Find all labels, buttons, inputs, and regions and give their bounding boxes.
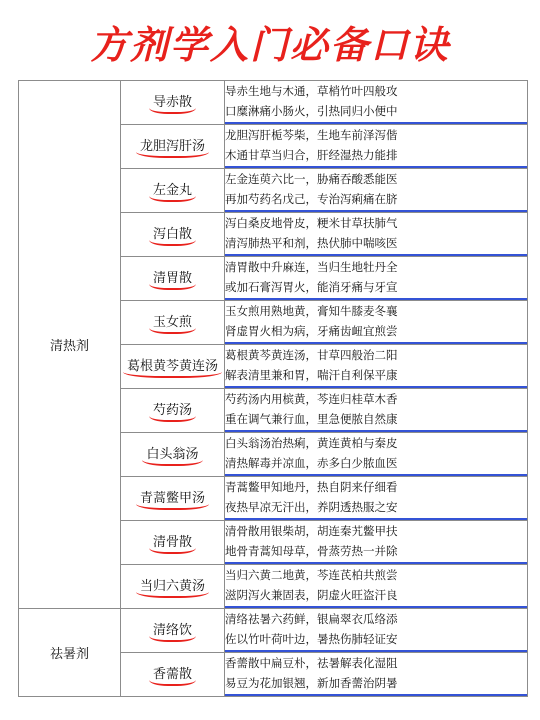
- verse-cell: [225, 257, 528, 301]
- verse-line-underlined: 佐以竹叶荷叶边，暑热伤肺轻证安: [225, 629, 527, 652]
- verse-line: 芍药汤内用槟黄，芩连归桂草木香: [225, 392, 398, 406]
- verse-line: 玉女煎用熟地黄，膏知牛膝麦冬襄: [225, 304, 398, 318]
- verse-line: 左金连萸六比一，胁痛吞酸悉能医: [225, 172, 398, 186]
- formula-name: 导赤散: [149, 91, 196, 114]
- formula-name-cell: [121, 169, 225, 213]
- formula-name: 龙胆泻肝汤: [136, 135, 209, 158]
- verse-line-underlined: 易豆为花加银翘，新加香薷治阴暑: [225, 673, 527, 696]
- verse-cell: [225, 169, 528, 213]
- formula-name: 玉女煎: [149, 311, 196, 334]
- verse-line: 葛根黄芩黄连汤，甘草四般治二阳: [225, 348, 398, 362]
- verse-line-underlined: 夜热早凉无汗出，养阴透热服之安: [225, 497, 527, 520]
- verse-cell: [225, 81, 528, 125]
- verse-line: 导赤生地与木通，草梢竹叶四般攻: [225, 84, 398, 98]
- verse-line-underlined: 解表清里兼和胃，喘汗自利保平康: [225, 365, 527, 388]
- verse-cell: [225, 521, 528, 565]
- verse-cell: [225, 213, 528, 257]
- verse-line: 白头翁汤治热痢，黄连黄柏与秦皮: [225, 436, 398, 450]
- verse-cell: [225, 609, 528, 653]
- table-row: [19, 81, 528, 125]
- formula-name-cell: [121, 433, 225, 477]
- verse-cell: [225, 433, 528, 477]
- formula-table: [18, 80, 528, 697]
- formula-name: 青蒿鳖甲汤: [136, 487, 209, 510]
- verse-line: 青蒿鳖甲知地丹，热自阴来仔细看: [225, 480, 398, 494]
- verse-line-underlined: 口糜淋痛小肠火，引热同归小便中: [225, 101, 527, 124]
- verse-cell: [225, 653, 528, 697]
- verse-line: 清胃散中升麻连，当归生地牡丹全: [225, 260, 398, 274]
- verse-line: 龙胆泻肝栀芩柴，生地车前泽泻偕: [225, 128, 398, 142]
- page-title: 方剂学入门必备口诀: [89, 23, 450, 67]
- verse-line-underlined: 再加芍药名戊己，专治泻痢痛在脐: [225, 189, 527, 212]
- formula-name: 清络饮: [149, 619, 196, 642]
- formula-name: 左金丸: [149, 179, 196, 202]
- formula-name-cell: [121, 609, 225, 653]
- category-label: 祛暑剂: [49, 647, 89, 662]
- formula-name-cell: [121, 653, 225, 697]
- formula-name-cell: [121, 257, 225, 301]
- verse-line-underlined: 地骨青蒿知母草，骨蒸劳热一并除: [225, 541, 527, 564]
- formula-name-cell: [121, 389, 225, 433]
- verse-line: 泻白桑皮地骨皮，粳米甘草扶肺气: [225, 216, 398, 230]
- verse-line: 清骨散用银柴胡，胡连秦艽鳖甲扶: [225, 524, 398, 538]
- verse-line: 清络祛暑六药鲜，银扁翠衣瓜络添: [225, 612, 398, 626]
- verse-line-underlined: 肾虚胃火相为病，牙痛齿衄宜煎尝: [225, 321, 527, 344]
- verse-cell: [225, 345, 528, 389]
- formula-name-cell: [121, 565, 225, 609]
- formula-name-cell: [121, 125, 225, 169]
- formula-name-cell: [121, 81, 225, 125]
- category-cell: [19, 609, 121, 697]
- table-row: [19, 609, 528, 653]
- formula-name-cell: [121, 213, 225, 257]
- category-cell: [19, 81, 121, 609]
- formula-name: 芍药汤: [149, 399, 196, 422]
- formula-name: 泻白散: [149, 223, 196, 246]
- formula-name: 白头翁汤: [142, 443, 202, 466]
- formula-name-cell: [121, 301, 225, 345]
- verse-cell: [225, 477, 528, 521]
- formula-name-cell: [121, 521, 225, 565]
- verse-line: 香薷散中扁豆朴，祛暑解表化湿阻: [225, 656, 398, 670]
- verse-line-underlined: 或加石膏泻胃火，能消牙痛与牙宣: [225, 277, 527, 300]
- formula-name: 当归六黄汤: [136, 575, 209, 598]
- verse-line: 当归六黄二地黄，芩连芪柏共煎尝: [225, 568, 398, 582]
- formula-name: 葛根黄芩黄连汤: [123, 355, 222, 378]
- verse-cell: [225, 301, 528, 345]
- formula-name: 香薷散: [149, 663, 196, 686]
- category-label: 清热剂: [49, 339, 89, 354]
- verse-line-underlined: 清泻肺热平和剂，热伏肺中喘咳医: [225, 233, 527, 256]
- verse-cell: [225, 125, 528, 169]
- verse-line-underlined: 滋阴泻火兼固表，阴虚火旺盗汗良: [225, 585, 527, 608]
- verse-line-underlined: 清热解毒并凉血，赤多白少脓血医: [225, 453, 527, 476]
- verse-line-underlined: 木通甘草当归合，肝经湿热力能排: [225, 145, 527, 168]
- formula-name-cell: [121, 345, 225, 389]
- formula-name: 清胃散: [149, 267, 196, 290]
- verse-cell: [225, 389, 528, 433]
- verse-line-underlined: 重在调气兼行血，里急便脓自然康: [225, 409, 527, 432]
- formula-name-cell: [121, 477, 225, 521]
- formula-name: 清骨散: [149, 531, 196, 554]
- verse-cell: [225, 565, 528, 609]
